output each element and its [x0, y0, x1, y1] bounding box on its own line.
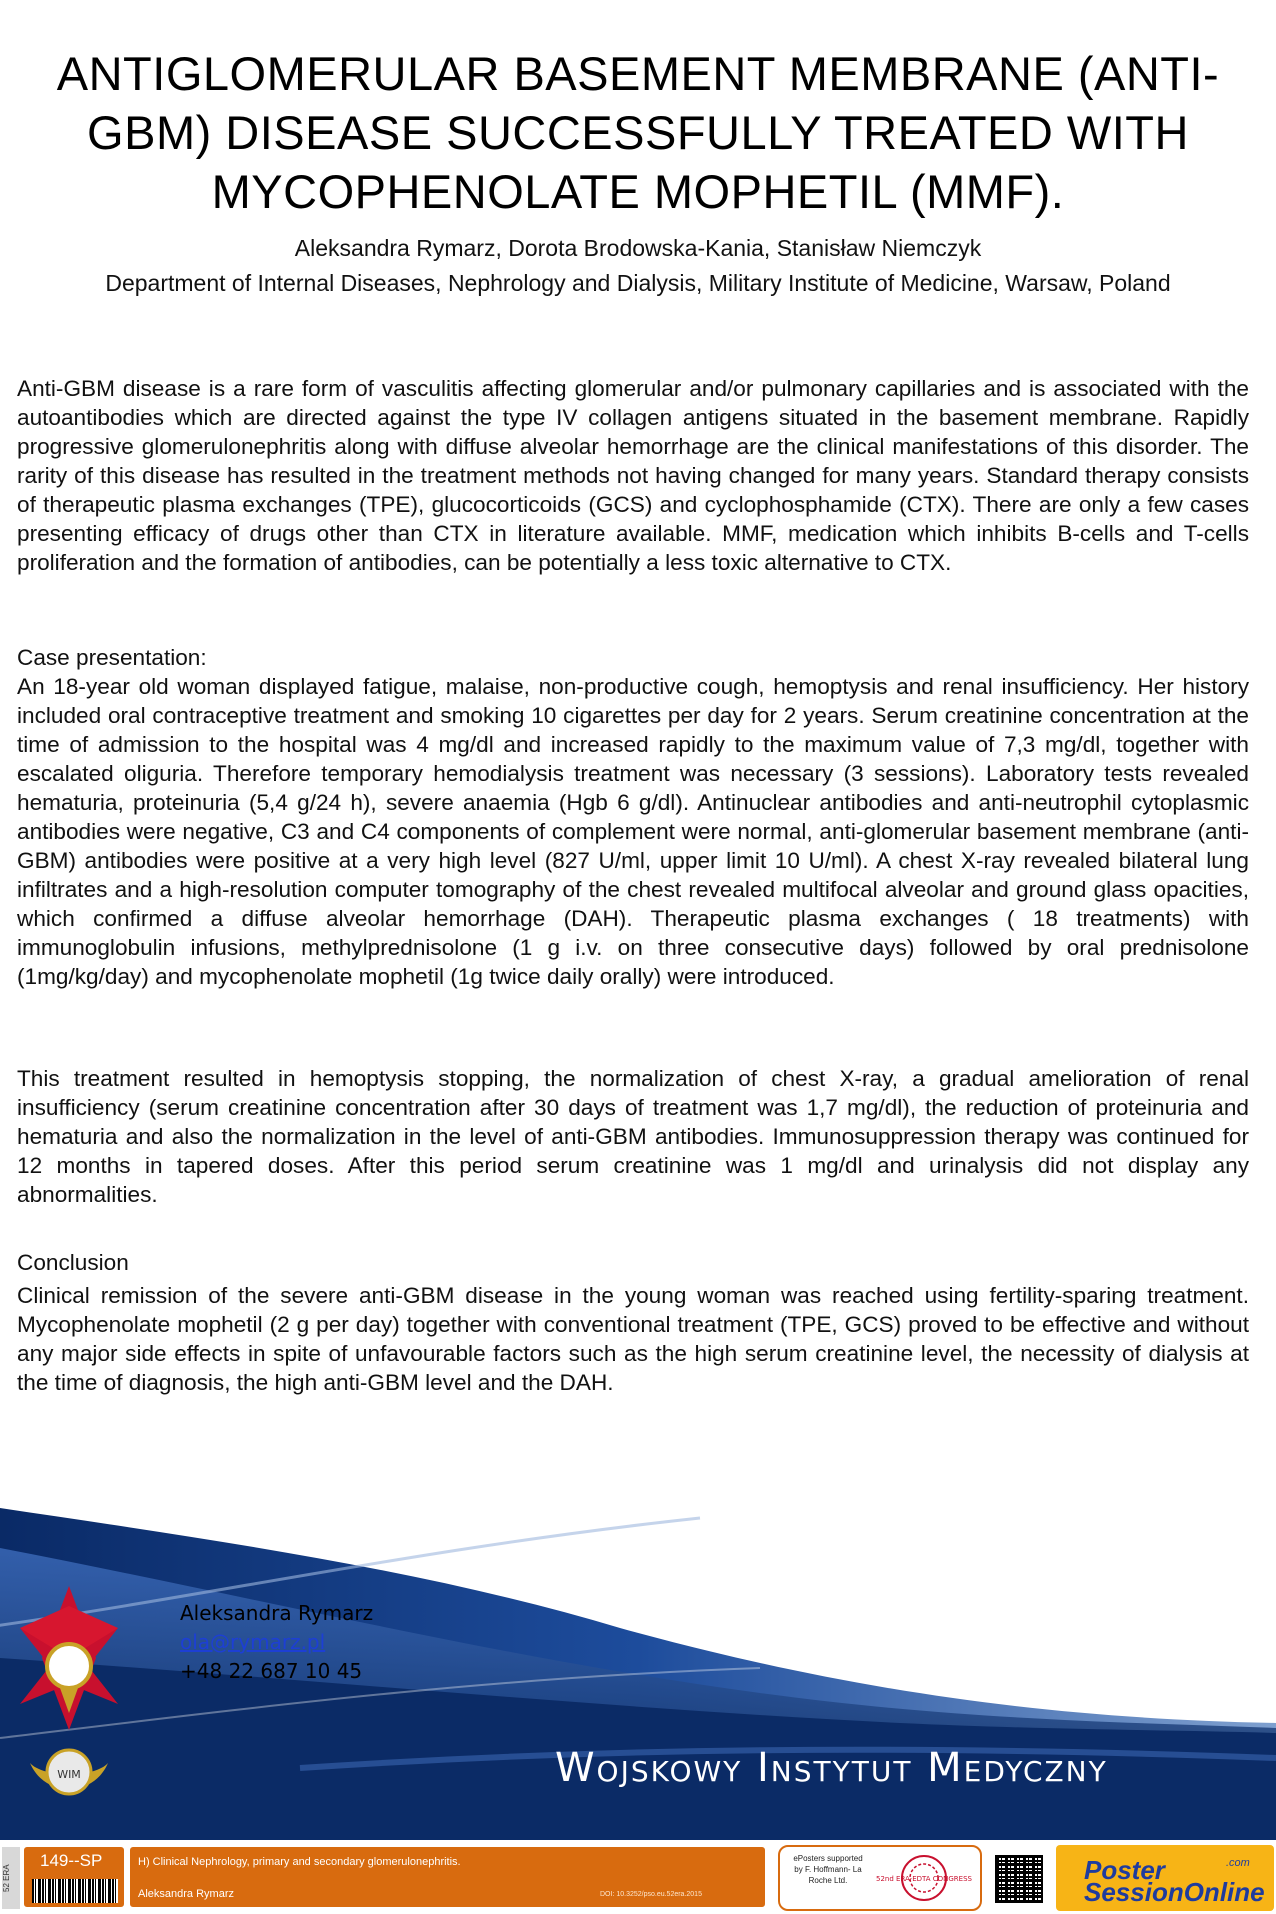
- era-edta-congress-logo: [876, 1851, 972, 1905]
- poster-affiliation: Department of Internal Diseases, Nephrology and Dialysis, Military Institute of Medicine, Warsaw, Poland: [105, 270, 1171, 296]
- poster-id: 149--SP: [40, 1851, 103, 1870]
- congress-logo-text: 52nd ERA-EDTA CONGRESS: [876, 1875, 972, 1883]
- contact-phone: +48 22 687 10 45: [180, 1659, 363, 1683]
- institute-name: Wojskowy Instytut Medyczny: [555, 1745, 1108, 1791]
- congress-side-label: 52 ERA: [2, 1847, 20, 1909]
- case-paragraph: An 18-year old woman displayed fatigue, malaise, non-productive cough, hemoptysis and renal insufficiency. Her history included oral contraceptive treatment and smoking 10 cigarettes per day for 2 years. Serum creatinine concentration at the time of admission to the hospital was 4 mg/dl and increased rapidly to the maximum value of 7,3 mg/dl, together with escalated oliguria. Therefore temporary hemodialysis treatment was necessary (3 sessions). Laboratory tests revealed hematuria, proteinuria (5,4 g/24 h), severe anaemia (Hgb 6 g/dl). Antinuclear antibodies and anti-neutrophil cytoplasmic antibodies were negative, C3 and C4 components of complement were normal, anti-glomerular basement membrane (anti-GBM) antibodies were positive at a very high level (827 U/ml, upper limit 10 U/ml). A chest X-ray revealed bilateral lung infiltrates and a high-resolution computer tomography of the chest revealed multifocal alveolar and ground glass opacities, which confirmed a diffuse alveolar hemorrhage (DAH). Therapeutic plasma exchanges ( 18 treatments) with immunoglobulin infusions, methylprednisolone (1 g i.v. on three consecutive days) followed by oral prednisolone (1mg/kg/day) and mycophenolate mophetil (1g twice daily orally) were introduced.: [17, 674, 1249, 989]
- brand-line-1: Poster: [1084, 1855, 1165, 1885]
- footer-author: Aleksandra Rymarz: [138, 1888, 234, 1900]
- qr-code-icon[interactable]: [995, 1855, 1043, 1903]
- postersessiononline-logo[interactable]: [1056, 1845, 1274, 1911]
- brand-line-2: SessionOnline: [1084, 1877, 1265, 1907]
- result-paragraph: This treatment resulted in hemoptysis stopping, the normalization of chest X-ray, a gradual amelioration of renal insufficiency (serum creatinine concentration after 30 days of treatment was 1,7 mg/dl), the reduction of proteinuria and hematuria and also the normalization in the level of anti-GBM antibodies. Immunosuppression therapy was continued for 12 months in tapered doses. After this period serum creatinine was 1 mg/dl and urinalysis did not display any abnormalities.: [17, 1066, 1249, 1207]
- footer-doi: DOI: 10.3252/pso.eu.52era.2015: [600, 1891, 702, 1898]
- intro-paragraph: Anti-GBM disease is a rare form of vasculitis affecting glomerular and/or pulmonary capillaries and is associated with the autoantibodies which are directed against the type IV collagen antigens situated in the basement membrane. Rapidly progressive glomerulonephritis along with diffuse alveolar hemorrhage are the clinical manifestations of this disorder. The rarity of this disease has resulted in the treatment methods not having changed for many years. Standard therapy consists of therapeutic plasma exchanges (TPE), glucocorticoids (GCS) and cyclophosphamide (CTX). There are only a few cases presenting efficacy of drugs other than CTX in literature available. MMF, medication which inhibits B-cells and T-cells proliferation and the formation of antibodies, can be potentially a less toxic alternative to CTX.: [17, 376, 1249, 575]
- poster-title: ANTIGLOMERULAR BASEMENT MEMBRANE (ANTI-GBM) DISEASE SUCCESSFULLY TREATED WITH MYCOPHENOLATE MOPHETIL (MMF).: [56, 47, 1220, 218]
- case-heading: Case presentation:: [17, 645, 207, 670]
- footer-topic: H) Clinical Nephrology, primary and secondary glomerulonephritis.: [138, 1856, 461, 1868]
- conclusion-paragraph: Clinical remission of the severe anti-GBM disease in the young woman was reached using fertility-sparing treatment. Mycophenolate mophetil (2 g per day) together with conventional treatment (TPE, GCS) proved to be effective and without any major side effects in spite of unfavourable factors such as the high serum creatinine level, the necessity of dialysis at the time of diagnosis, the high anti-GBM level and the DAH.: [17, 1283, 1249, 1395]
- poster-id-box: [24, 1847, 124, 1907]
- conclusion-heading: Conclusion: [17, 1250, 129, 1275]
- emblem-label: WIM: [57, 1768, 81, 1781]
- contact-block: [180, 1599, 373, 1686]
- brand-com: .com: [1226, 1857, 1250, 1869]
- sponsor-box: [778, 1845, 982, 1911]
- sponsor-text: ePosters supported by F. Hoffmann- La Roche Ltd.: [793, 1854, 863, 1885]
- footer-bar: [0, 1843, 1276, 1914]
- barcode-icon: [32, 1879, 118, 1903]
- contact-name: Aleksandra Rymarz: [180, 1601, 374, 1625]
- poster-authors: Aleksandra Rymarz, Dorota Brodowska-Kania, Stanisław Niemczyk: [294, 235, 982, 261]
- contact-email-link[interactable]: ola@rymarz.pl: [180, 1630, 326, 1654]
- footer-info-box: [130, 1847, 765, 1907]
